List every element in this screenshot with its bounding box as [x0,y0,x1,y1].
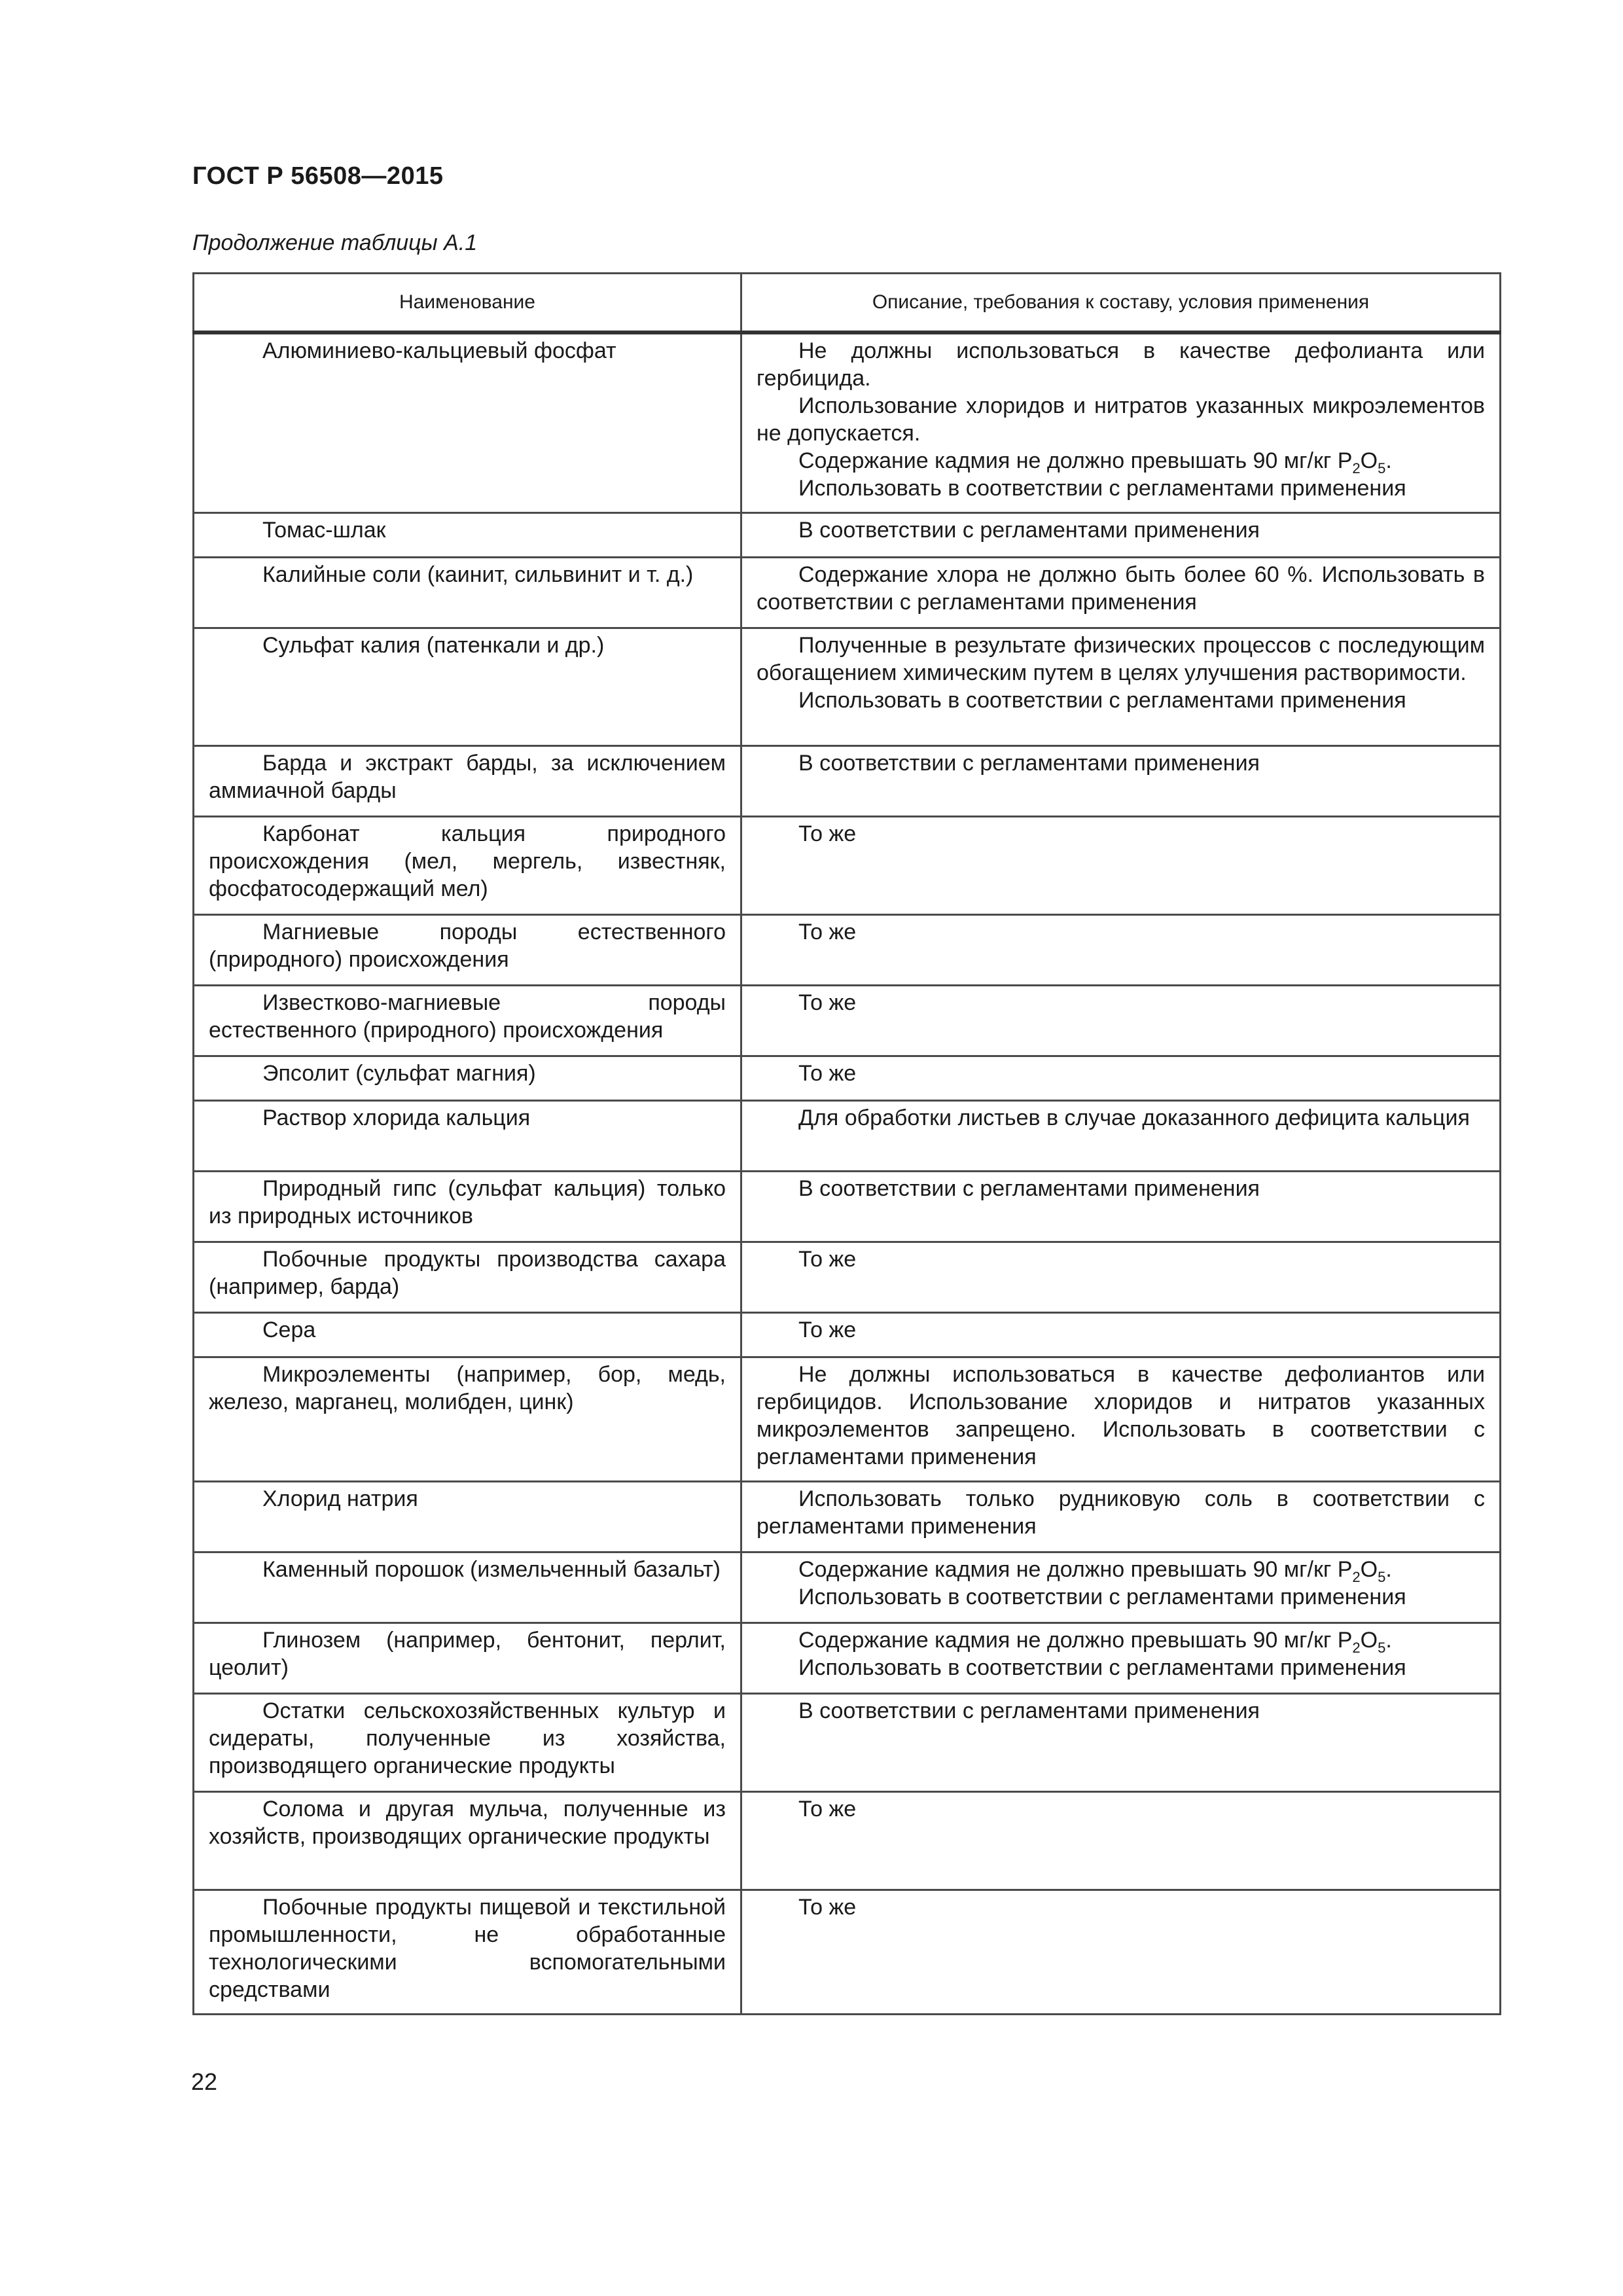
row-name: Природный гипс (сульфат кальция) только из природных источников [194,1171,741,1242]
table-row [194,816,1501,914]
description-paragraph: То же [798,821,857,846]
description-paragraph: То же [798,990,857,1015]
row-description [741,745,1501,816]
row-name: Калийные соли (каинит, сильвинит и т. д.) [194,557,741,628]
row-description [741,512,1501,557]
row-description [741,1056,1501,1100]
row-description [741,1171,1501,1242]
description-paragraph: Полученные в результате физических процессов с последующим обогащением химическим путем в целях улучшения растворимости. [757,632,1485,685]
description-paragraph: То же [798,1246,857,1272]
table-row [194,1171,1501,1242]
row-name: Микроэлементы (например, бор, медь, железо, марганец, молибден, цинк) [194,1357,741,1481]
document-code: ГОСТ Р 56508—2015 [192,162,444,190]
row-description [741,332,1501,512]
row-name: Остатки сельскохозяйственных культур и сидераты, полученные из хозяйства, производящего органические продукты [194,1693,741,1791]
description-paragraph: То же [798,1894,857,1920]
description-paragraph: В соответствии с регламентами применения [798,1698,1260,1723]
fertilizer-table [192,272,1501,2015]
row-description [741,1623,1501,1693]
description-paragraph: Содержание кадмия не должно превышать 90 мг/кг $P_2O_5$. [798,1556,1392,1585]
row-name: Хлорид натрия [194,1481,741,1552]
description-paragraph: Содержание хлора не должно быть более 60 %. Использовать в соответствии с регламентами применения [757,562,1485,615]
row-description [741,1312,1501,1357]
row-name: Магниевые породы естественного (природного) происхождения [194,914,741,985]
row-description [741,914,1501,985]
row-name: Каменный порошок (измельченный базальт) [194,1552,741,1623]
description-paragraph: Не должны использоваться в качестве дефолианта или гербицида. [757,338,1485,391]
description-paragraph: Содержание кадмия не должно превышать 90 мг/кг $P_2O_5$. [798,1627,1392,1656]
row-description [741,1242,1501,1312]
table-row [194,1791,1501,1890]
description-paragraph: Использовать в соответствии с регламентами применения [798,1655,1406,1680]
table-caption: Продолжение таблицы А.1 [192,230,478,255]
column-header-name: Наименование [194,274,741,333]
row-name: Сульфат калия (патенкали и др.) [194,628,741,745]
table-row [194,628,1501,745]
table-row [194,1481,1501,1552]
description-paragraph: В соответствии с регламентами применения [798,1175,1260,1201]
table-row [194,1242,1501,1312]
table-row [194,1890,1501,2014]
table-header-row [194,274,1501,333]
description-paragraph: То же [798,1796,857,1821]
description-paragraph: Использовать только рудниковую соль в соответствии с регламентами применения [757,1486,1485,1539]
row-description [741,816,1501,914]
row-description [741,1100,1501,1171]
table-row [194,557,1501,628]
table-row [194,1056,1501,1100]
table-row [194,1623,1501,1693]
description-paragraph: Использование хлоридов и нитратов указанных микроэлементов не допускается. [757,393,1485,446]
row-name: Томас-шлак [194,512,741,557]
row-name: Побочные продукты производства сахара (например, барда) [194,1242,741,1312]
description-paragraph: Использовать в соответствии с регламентами применения [798,1584,1406,1609]
description-paragraph: То же [798,919,857,944]
row-name: Сера [194,1312,741,1357]
row-description [741,557,1501,628]
row-description [741,1791,1501,1890]
row-description [741,1552,1501,1623]
row-name: Эпсолит (сульфат магния) [194,1056,741,1100]
row-name: Барда и экстракт барды, за исключением аммиачной барды [194,745,741,816]
description-paragraph: В соответствии с регламентами применения [798,750,1260,776]
table-row [194,1312,1501,1357]
row-name: Известково-магниевые породы естественного (природного) происхождения [194,985,741,1056]
description-paragraph: То же [798,1060,857,1086]
description-paragraph: Использовать в соответствии с регламентами применения [798,476,1406,501]
row-name: Карбонат кальция природного происхождения (мел, мергель, известняк, фосфатосодержащий мел) [194,816,741,914]
table-row [194,1357,1501,1481]
description-paragraph: Для обработки листьев в случае доказанного дефицита кальция [798,1105,1470,1130]
row-name: Раствор хлорида кальция [194,1100,741,1171]
row-description [741,985,1501,1056]
table-row [194,1552,1501,1623]
row-description [741,1357,1501,1481]
row-description [741,1481,1501,1552]
row-description [741,1890,1501,2014]
table-row [194,332,1501,512]
description-paragraph: Использовать в соответствии с регламентами применения [798,687,1406,713]
description-paragraph: То же [798,1317,857,1342]
row-description [741,1693,1501,1791]
row-name: Глинозем (например, бентонит, перлит, цеолит) [194,1623,741,1693]
row-description [741,628,1501,745]
description-paragraph: Не должны использоваться в качестве дефолиантов или гербицидов. Использование хлоридов и нитратов указанных микроэлементов запрещено. Использовать в соответствии с регламентами применения [757,1361,1485,1469]
table-row [194,914,1501,985]
table-row [194,1693,1501,1791]
table-row [194,985,1501,1056]
table-row [194,745,1501,816]
column-header-description: Описание, требования к составу, условия применения [741,274,1501,333]
page-number: 22 [191,2068,218,2095]
row-name: Побочные продукты пищевой и текстильной промышленности, не обработанные технологическими вспомогательными средствами [194,1890,741,2014]
table-row [194,512,1501,557]
description-paragraph: В соответствии с регламентами применения [798,517,1260,543]
row-name: Солома и другая мульча, полученные из хозяйств, производящих органические продукты [194,1791,741,1890]
table-row [194,1100,1501,1171]
description-paragraph: Содержание кадмия не должно превышать 90 мг/кг $P_2O_5$. [798,448,1392,476]
row-name: Алюминиево-кальциевый фосфат [194,332,741,512]
